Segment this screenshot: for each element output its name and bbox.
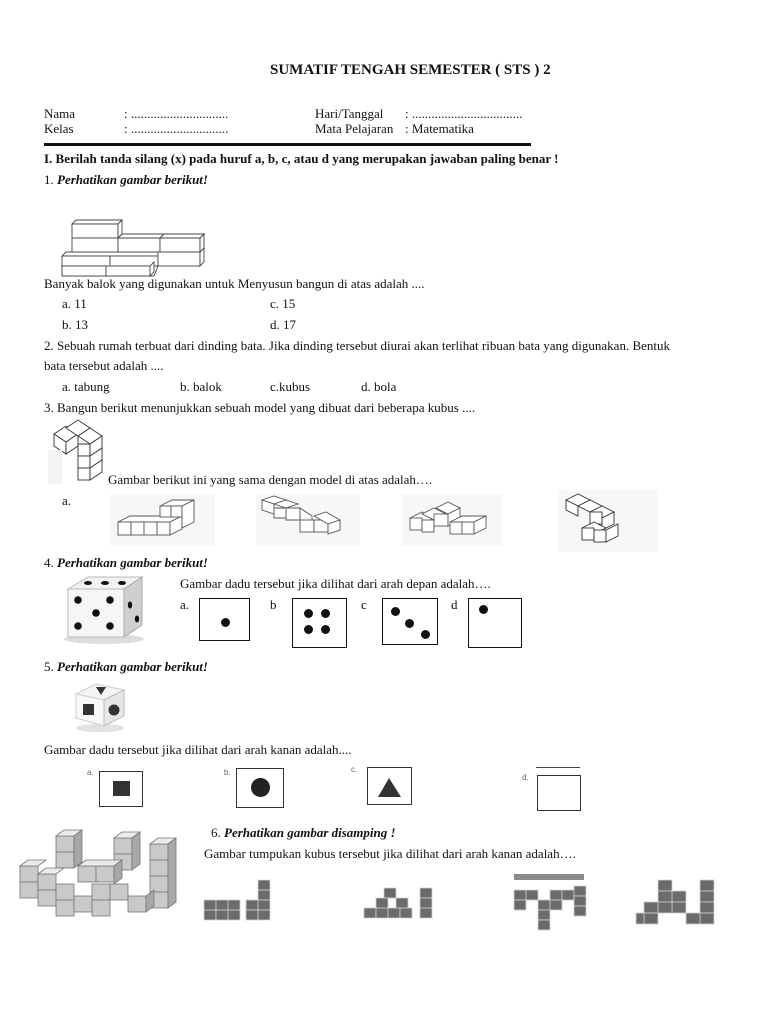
q2-question-line1: 2. Sebuah rumah terbuat dari dinding bata. Jika dinding tersebut diurai akan terlihat ribuan bata yang digunakan. Bentuk <box>44 338 670 353</box>
q5-option-c-label[interactable]: c. <box>351 765 358 774</box>
kelas-field[interactable]: : .............................. <box>124 121 229 136</box>
mapel-value: : Matematika <box>405 121 474 136</box>
q3-option-a-label[interactable]: a. <box>62 493 72 508</box>
hari-field[interactable]: : .................................. <box>405 106 523 121</box>
q4-option-c-label[interactable]: c <box>361 597 367 612</box>
die-pip <box>391 607 400 616</box>
q3-option-c-figure[interactable] <box>402 494 502 546</box>
q4-prompt: Gambar dadu tersebut jika dilihat dari arah depan adalah…. <box>180 576 491 591</box>
q3-option-b-figure[interactable] <box>256 494 360 546</box>
q1-option-a[interactable]: a. 11 <box>62 296 87 311</box>
q1-option-b[interactable]: b. 13 <box>62 317 88 332</box>
q6-option-a-figure[interactable] <box>200 874 274 926</box>
q6-option-b-figure[interactable] <box>360 874 438 926</box>
header-divider <box>44 143 531 146</box>
die-pip <box>479 605 488 614</box>
q5-option-d-label[interactable]: d. <box>522 773 529 782</box>
q5-option-d-face[interactable] <box>537 775 581 811</box>
q3-model-figure <box>48 420 108 484</box>
q1-option-c[interactable]: c. 15 <box>270 296 296 311</box>
q4-option-b-face[interactable] <box>292 598 347 648</box>
q5-option-b-face[interactable] <box>236 768 284 808</box>
nama-label: Nama <box>44 106 76 121</box>
q1-number: 1. <box>44 172 54 187</box>
q5-option-a-label[interactable]: a. <box>87 768 94 777</box>
q6-lead: Perhatikan gambar disamping ! <box>224 825 396 840</box>
q6-option-d-figure[interactable] <box>632 874 720 928</box>
q5-option-b-label[interactable]: b. <box>224 768 231 777</box>
q3-prompt: Gambar berikut ini yang sama dengan model di atas adalah…. <box>108 472 433 487</box>
die-pip <box>321 625 330 634</box>
die-pip <box>321 609 330 618</box>
q1-lead: Perhatikan gambar berikut! <box>57 172 208 187</box>
mapel-label: Mata Pelajaran <box>315 121 394 136</box>
q4-option-a-label[interactable]: a. <box>180 597 190 612</box>
die-pip <box>304 625 313 634</box>
q4-option-a-face[interactable] <box>199 598 250 641</box>
die-pip <box>405 619 414 628</box>
q4-option-d-face[interactable] <box>468 598 522 648</box>
q4-number: 4. <box>44 555 54 570</box>
q3-option-a-figure[interactable] <box>110 494 215 546</box>
q4-heading <box>44 555 208 571</box>
q6-option-c-figure[interactable] <box>508 872 590 930</box>
q1-question: Banyak balok yang digunakan untuk Menyusun bangun di atas adalah .... <box>44 276 425 291</box>
q6-number: 6. <box>211 825 221 840</box>
nama-field[interactable]: : .............................. <box>124 106 229 121</box>
kelas-label: Kelas <box>44 121 74 136</box>
shape-cube-figure <box>72 678 128 732</box>
q1-heading <box>44 172 208 188</box>
die-pip <box>221 618 230 627</box>
q2-option-d[interactable]: d. bola <box>361 379 397 394</box>
die-pip <box>304 609 313 618</box>
q6-heading <box>211 825 396 841</box>
q2-option-b[interactable]: b. balok <box>180 379 222 394</box>
section-instruction: I. Berilah tanda silang (x) pada huruf a, b, c, atau d yang merupakan jawaban paling benar ! <box>44 151 559 166</box>
square-shape <box>113 781 130 796</box>
q5-option-c-face[interactable] <box>367 767 412 805</box>
q5-lead: Perhatikan gambar berikut! <box>57 659 208 674</box>
q2-option-c[interactable]: c.kubus <box>270 379 311 394</box>
q4-option-c-face[interactable] <box>382 598 438 645</box>
q5-heading <box>44 659 208 675</box>
page-title: SUMATIF TENGAH SEMESTER ( STS ) 2 <box>270 62 551 78</box>
q1-option-d[interactable]: d. 17 <box>270 317 296 332</box>
q4-option-d-label[interactable]: d <box>451 597 458 612</box>
triangle-shape <box>368 768 411 804</box>
q5-prompt: Gambar dadu tersebut jika dilihat dari arah kanan adalah.... <box>44 742 352 757</box>
q3-option-d-figure[interactable] <box>558 490 658 552</box>
decorative-line <box>536 767 580 768</box>
q2-question-line2: bata tersebut adalah .... <box>44 358 164 373</box>
q4-lead: Perhatikan gambar berikut! <box>57 555 208 570</box>
dice-figure <box>58 573 150 645</box>
hari-label: Hari/Tanggal <box>315 106 384 121</box>
die-pip <box>421 630 430 639</box>
q1-blocks-figure <box>58 212 208 282</box>
q6-prompt: Gambar tumpukan kubus tersebut jika dilihat dari arah kanan adalah…. <box>204 846 576 861</box>
q4-option-b-label[interactable]: b <box>270 597 277 612</box>
cube-stack-figure <box>18 826 190 924</box>
q5-number: 5. <box>44 659 54 674</box>
q3-question: 3. Bangun berikut menunjukkan sebuah model yang dibuat dari beberapa kubus .... <box>44 400 476 415</box>
circle-shape <box>251 778 270 797</box>
q5-option-a-face[interactable] <box>99 771 143 807</box>
q2-option-a[interactable]: a. tabung <box>62 379 110 394</box>
